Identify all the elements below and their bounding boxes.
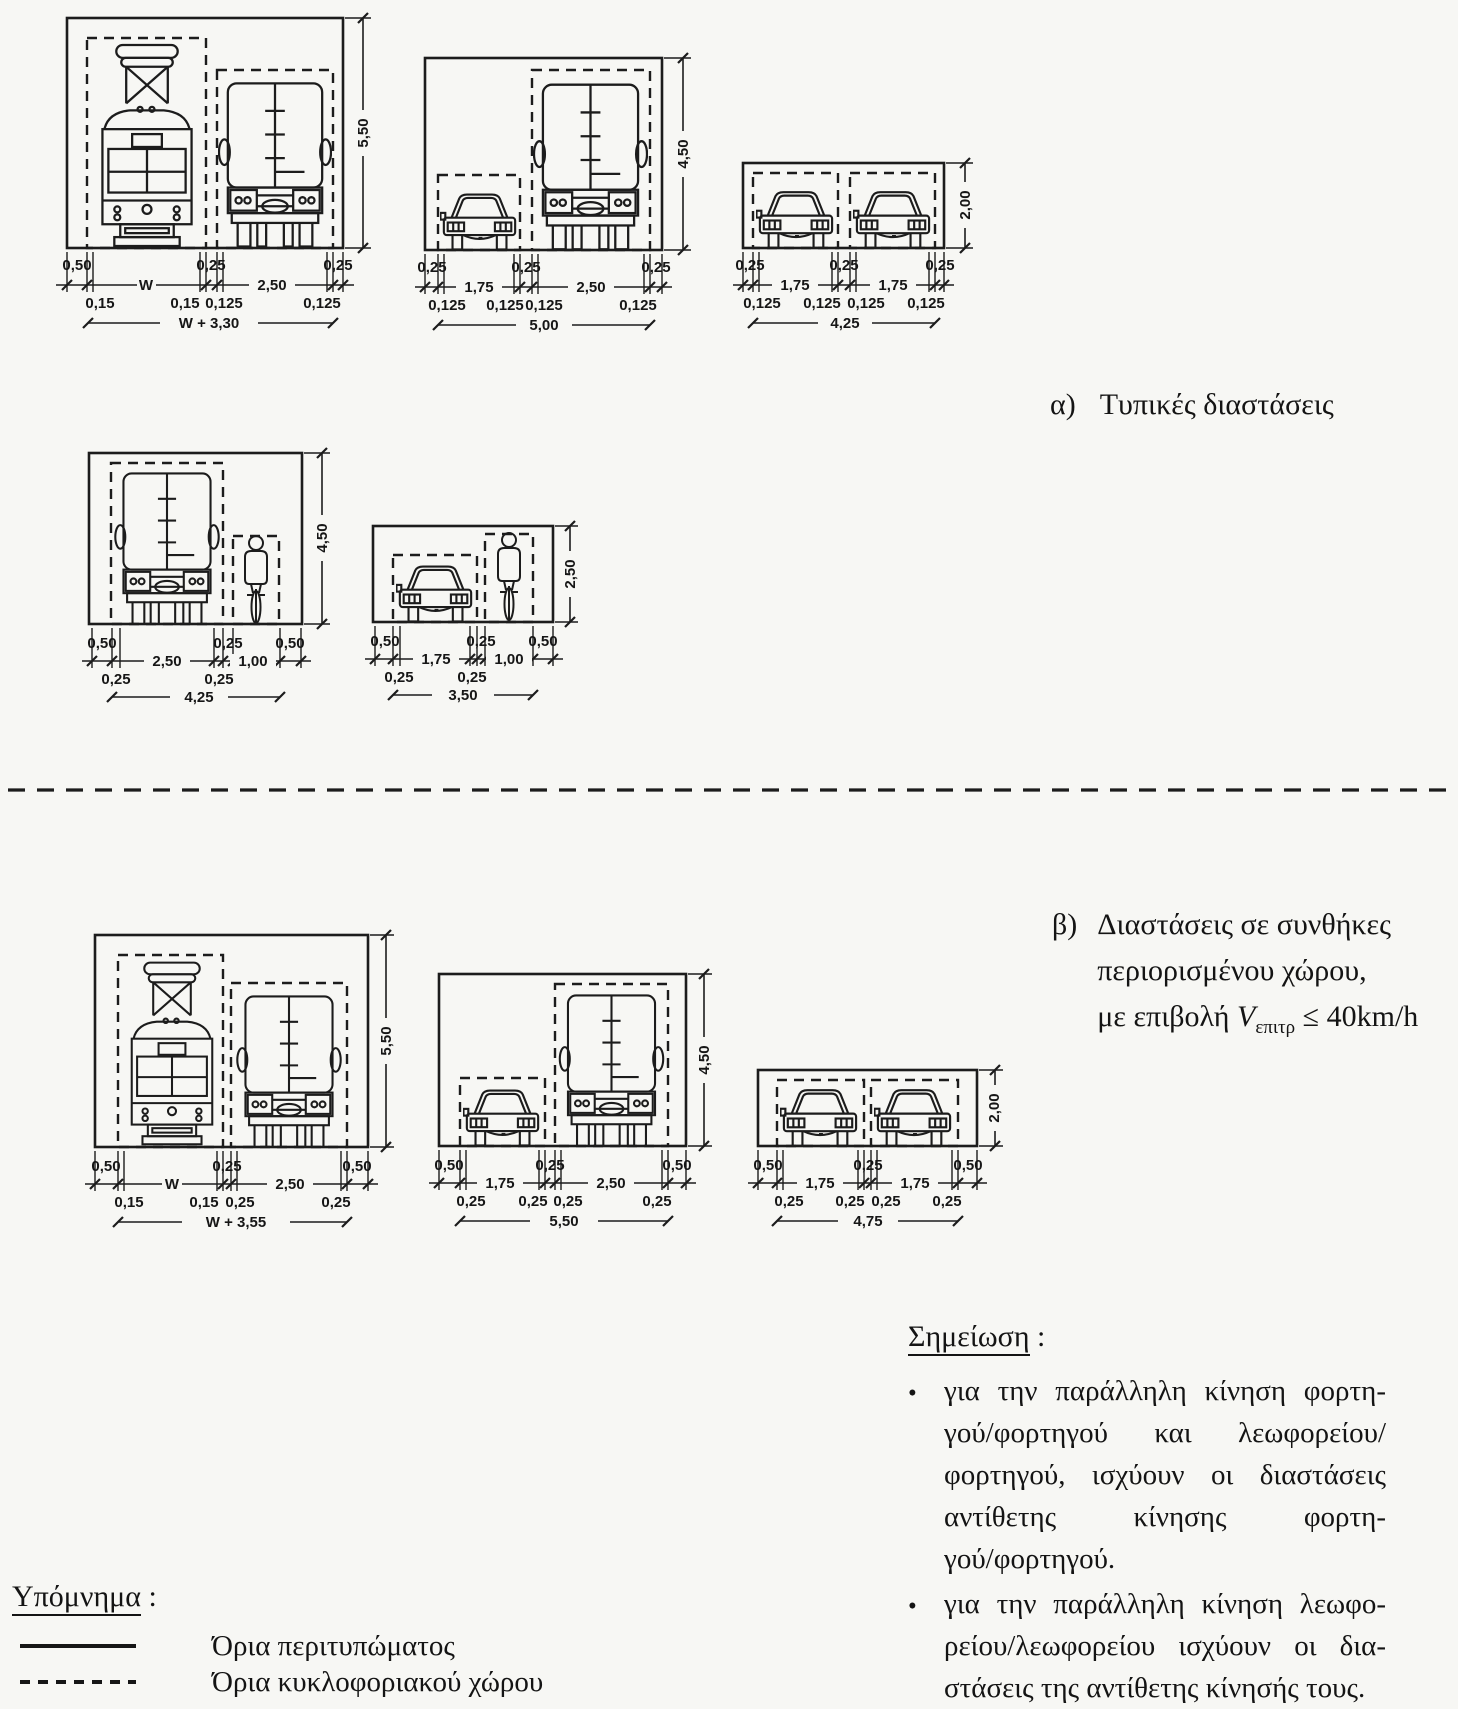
dim-label: 0,15 — [114, 1194, 144, 1211]
dim-label: W — [138, 277, 154, 294]
dim-label-total: 5,50 — [549, 1213, 579, 1230]
note-heading — [908, 1316, 1420, 1358]
dim-label-height: 2,00 — [986, 1093, 1003, 1123]
dim-label: 0,50 — [528, 633, 558, 650]
car-glyph — [396, 567, 471, 622]
dim-label: 0,25 — [457, 669, 487, 686]
dim-label: 0,25 — [735, 257, 765, 274]
dashed-line-sample — [20, 1680, 136, 1684]
dim-label: 0,25 — [212, 1158, 242, 1175]
dim-label: 0,25 — [456, 1193, 486, 1210]
dim-label: 0,25 — [642, 1193, 672, 1210]
dim-label: 0,25 — [535, 1157, 565, 1174]
dim-label: 0,25 — [466, 633, 496, 650]
dim-label: 2,50 — [257, 277, 287, 294]
legend-label-solid: Όρια περιτυπώματος — [212, 1629, 455, 1662]
speed-condition-prefix: με επιβολή — [1097, 1000, 1230, 1033]
note-heading-word: Σημείωση — [908, 1320, 1030, 1356]
dim-label: 0,125 — [803, 295, 841, 312]
note-bullet-2 — [908, 1583, 1420, 1709]
dim-label-height: 4,50 — [314, 523, 331, 553]
diagram-a2-car-truck — [415, 53, 692, 334]
dim-label: 1,75 — [900, 1175, 930, 1192]
dim-label: 2,50 — [152, 653, 182, 670]
speed-symbol: V — [1237, 1000, 1256, 1033]
dim-label: 2,50 — [275, 1176, 305, 1193]
dim-label: 0,25 — [829, 257, 859, 274]
car-glyph — [756, 192, 832, 248]
section-b-line1: Διαστάσεις σε συνθήκες — [1097, 908, 1392, 941]
note-line: στάσεις της αντίθετης κίνησής τους. — [944, 1672, 1366, 1704]
diagram-a1-tram-truck — [56, 13, 372, 332]
dim-label-height: 5,50 — [355, 118, 372, 148]
section-a-title: Τυπικές διαστάσεις — [1099, 388, 1334, 421]
legend-row-dashed — [12, 1664, 543, 1700]
legend-heading — [12, 1580, 543, 1614]
dim-label-height: 5,50 — [378, 1026, 395, 1056]
dim-label: 1,75 — [421, 651, 451, 668]
dim-label-height: 2,00 — [957, 190, 974, 220]
dim-label: W — [164, 1176, 180, 1193]
bullet-icon: • — [908, 1593, 917, 1620]
dim-label: 0,25 — [384, 669, 414, 686]
legend-row-solid — [12, 1628, 543, 1664]
dim-label: 0,125 — [619, 297, 657, 314]
note-line: ρείου/λεωφορείου ισχύουν οι δια- — [944, 1630, 1386, 1662]
car-glyph — [853, 192, 929, 248]
note-bullet-2-text — [944, 1583, 1386, 1709]
speed-symbol-subscript: επιτρ — [1255, 1017, 1296, 1038]
dim-label: 0,50 — [370, 633, 400, 650]
car-glyph — [440, 195, 515, 250]
diagram-a3-car-car — [733, 158, 974, 332]
dim-label: 0,25 — [835, 1193, 865, 1210]
dim-label-total: 5,00 — [529, 317, 559, 334]
dim-label: 0,125 — [205, 295, 243, 312]
dim-label: 0,25 — [871, 1193, 901, 1210]
diagram-c3-car-car — [748, 1065, 1004, 1230]
dim-label: 0,50 — [275, 635, 305, 652]
note-heading-colon: : — [1029, 1320, 1046, 1353]
cyclist-glyph — [498, 533, 520, 621]
dim-label-total: W + 3,30 — [178, 315, 240, 332]
truck-glyph — [115, 473, 218, 624]
truck-glyph — [237, 996, 340, 1147]
dim-label: 0,25 — [101, 671, 131, 688]
dim-label: 0,125 — [428, 297, 466, 314]
dim-label: 0,50 — [953, 1157, 983, 1174]
truck-glyph — [560, 995, 663, 1146]
dim-label: 0,25 — [932, 1193, 962, 1210]
dim-label: 0,25 — [553, 1193, 583, 1210]
dim-label: 0,125 — [486, 297, 524, 314]
bullet-icon: • — [908, 1380, 917, 1407]
dim-label: 0,125 — [525, 297, 563, 314]
diagram-c2-car-truck — [429, 969, 713, 1230]
dim-label: 0,25 — [196, 257, 226, 274]
dim-label: 0,50 — [62, 257, 92, 274]
dim-label-total: W + 3,55 — [205, 1214, 267, 1231]
note-bullet-1-text — [944, 1370, 1386, 1580]
dim-label: 0,125 — [303, 295, 341, 312]
note-line: για την παράλληλη κίνηση λεωφο- — [944, 1588, 1386, 1620]
dim-label-total: 4,25 — [830, 315, 860, 332]
dim-label: 0,25 — [323, 257, 353, 274]
note-line: για την παράλληλη κίνηση φορτη- — [944, 1375, 1386, 1407]
note-bullet-1 — [908, 1370, 1420, 1580]
dim-label-height: 4,50 — [675, 139, 692, 169]
dim-label: 1,75 — [805, 1175, 835, 1192]
dim-label: 0,125 — [847, 295, 885, 312]
dim-label: 1,75 — [780, 277, 810, 294]
note-line: αντίθετης κίνησης φορτη- — [944, 1501, 1386, 1533]
dim-label: 2,50 — [576, 279, 606, 296]
diagram-c1-tram-truck — [85, 930, 395, 1231]
dim-label: 0,50 — [91, 1158, 121, 1175]
tram-glyph — [102, 45, 191, 246]
dim-label: 0,25 — [925, 257, 955, 274]
clearance-envelope-box — [89, 453, 302, 624]
traffic-space-outline — [87, 38, 206, 248]
car-glyph — [463, 1091, 538, 1146]
note-line: γού/φορτηγού. — [944, 1543, 1116, 1575]
dim-label: 0,50 — [434, 1157, 464, 1174]
legend-heading-colon: : — [140, 1580, 157, 1613]
dim-label: 0,50 — [87, 635, 117, 652]
dim-label: 0,25 — [417, 259, 447, 276]
note-line: φορτηγού, ισχύουν οι διαστάσεις — [944, 1459, 1386, 1491]
dim-label: 0,125 — [907, 295, 945, 312]
section-b-prefix: β) — [1052, 908, 1078, 941]
dim-label: 0,25 — [774, 1193, 804, 1210]
dim-label-height: 2,50 — [562, 559, 579, 589]
dim-label: 0,15 — [189, 1194, 219, 1211]
tram-glyph — [132, 963, 213, 1145]
section-a-label — [1050, 388, 1334, 422]
dim-label: 0,15 — [170, 295, 200, 312]
dim-label: 2,50 — [596, 1175, 626, 1192]
traffic-space-outline — [118, 955, 223, 1147]
dim-label: 0,15 — [85, 295, 115, 312]
dim-label: 0,25 — [641, 259, 671, 276]
diagram-b1-truck-cyclist — [82, 448, 331, 706]
dim-label: 0,25 — [204, 671, 234, 688]
dim-label: 0,50 — [342, 1158, 372, 1175]
dim-label: 0,25 — [518, 1193, 548, 1210]
dim-label: 0,125 — [743, 295, 781, 312]
section-b-line2: περιορισμένου χώρου, — [1097, 954, 1367, 987]
dim-label: 0,25 — [225, 1194, 255, 1211]
dim-label-total: 3,50 — [448, 687, 478, 704]
legend-heading-word: Υπόμνημα — [12, 1580, 141, 1616]
dim-label-total: 4,75 — [853, 1213, 883, 1230]
section-b-line3 — [1097, 994, 1418, 1051]
car-glyph — [780, 1090, 856, 1146]
legend-block — [12, 1580, 543, 1700]
truck-glyph — [219, 83, 331, 246]
dim-label: 1,75 — [464, 279, 494, 296]
solid-line-sample — [20, 1644, 136, 1648]
dim-label-height: 4,50 — [696, 1045, 713, 1075]
section-b-lines — [1097, 902, 1418, 1051]
cyclist-glyph — [245, 536, 267, 624]
legend-label-dashed: Όρια κυκλοφοριακού χώρου — [212, 1665, 544, 1698]
car-glyph — [874, 1090, 950, 1146]
section-a-prefix: α) — [1050, 388, 1076, 421]
clearance-envelope-box — [758, 1070, 977, 1146]
section-b-label — [1052, 902, 1418, 1051]
dim-label: 1,75 — [878, 277, 908, 294]
truck-glyph — [534, 85, 647, 250]
diagram-b2-car-cyclist — [365, 521, 579, 704]
dim-label: 0,25 — [321, 1194, 351, 1211]
note-line: γού/φορτηγού και λεωφορείου/ — [944, 1417, 1386, 1449]
dim-label: 1,00 — [238, 653, 268, 670]
dim-label-total: 4,25 — [184, 689, 214, 706]
dim-label: 1,75 — [485, 1175, 515, 1192]
dim-label: 1,00 — [494, 651, 524, 668]
note-block — [908, 1316, 1420, 1709]
dim-label: 0,50 — [753, 1157, 783, 1174]
dim-label: 0,25 — [511, 259, 541, 276]
dim-label: 0,25 — [213, 635, 243, 652]
speed-condition-value: ≤ 40km/h — [1302, 1000, 1419, 1033]
dim-label: 0,25 — [853, 1157, 883, 1174]
dim-label: 0,50 — [662, 1157, 692, 1174]
